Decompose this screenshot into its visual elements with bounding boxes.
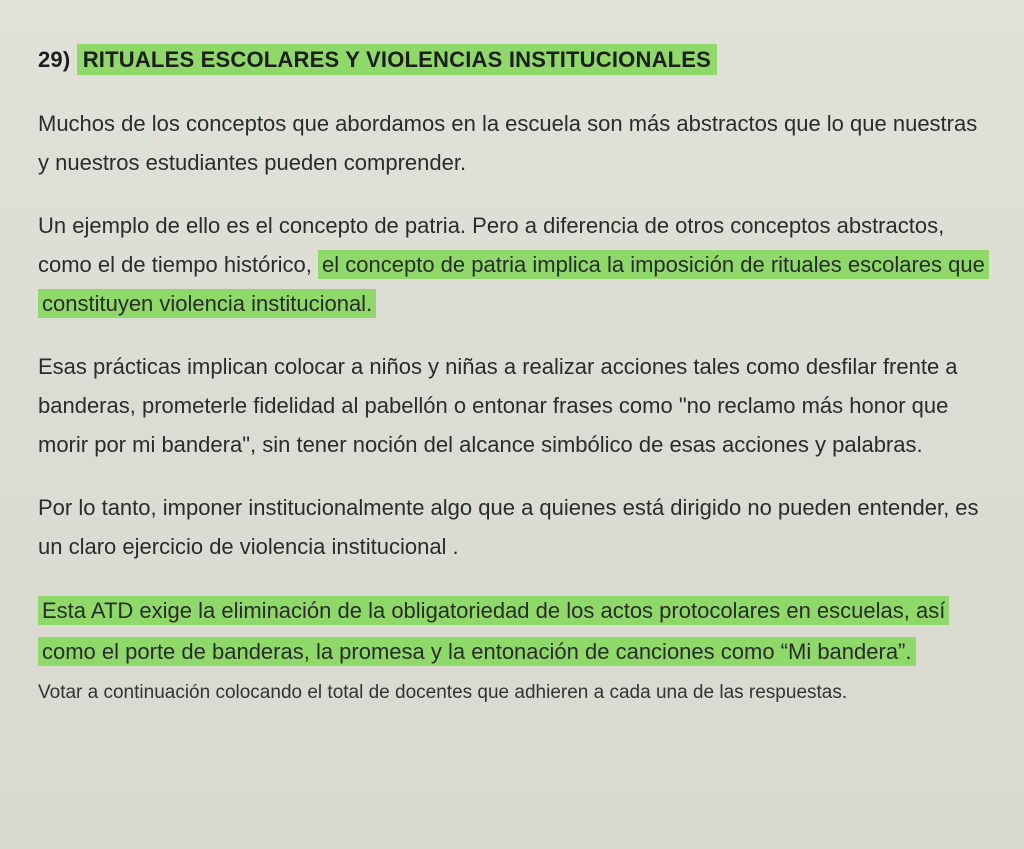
paragraph-2-highlight: el concepto de patria implica la imposición de rituales escolares que constituyen violencia institucional.	[38, 250, 989, 318]
paragraph-2-text: Un ejemplo de ello es el concepto de patria. Pero a diferencia de otros conceptos abstractos, como el de tiempo histórico,	[38, 213, 945, 277]
paragraph-2	[38, 206, 994, 323]
paragraph-1: Muchos de los conceptos que abordamos en la escuela son más abstractos que lo que nuestras y nuestros estudiantes pueden comprender.	[38, 111, 978, 175]
section-title	[38, 44, 994, 76]
paragraph-5	[38, 590, 994, 672]
paragraph-5-highlight: Esta ATD exige la eliminación de la obligatoriedad de los actos protocolares en escuelas, así como el porte de banderas, la promesa y la entonación de canciones como “Mi bandera”.	[38, 596, 949, 666]
section-title-text: RITUALES ESCOLARES Y VIOLENCIAS INSTITUCIONALES	[77, 44, 717, 75]
paragraph-4: Por lo tanto, imponer institucionalmente algo que a quienes está dirigido no pueden entender, es un claro ejercicio de violencia institucional .	[38, 495, 979, 559]
voting-instruction: Votar a continuación colocando el total de docentes que adhieren a cada una de las respuestas.	[38, 682, 848, 703]
paragraph-3: Esas prácticas implican colocar a niños y niñas a realizar acciones tales como desfilar frente a banderas, prometerle fidelidad al pabellón o entonar frases como "no reclamo más honor que morir por mi bandera", sin tener noción del alcance simbólico de esas acciones y palabras.	[38, 354, 958, 457]
section-number: 29)	[38, 47, 71, 72]
